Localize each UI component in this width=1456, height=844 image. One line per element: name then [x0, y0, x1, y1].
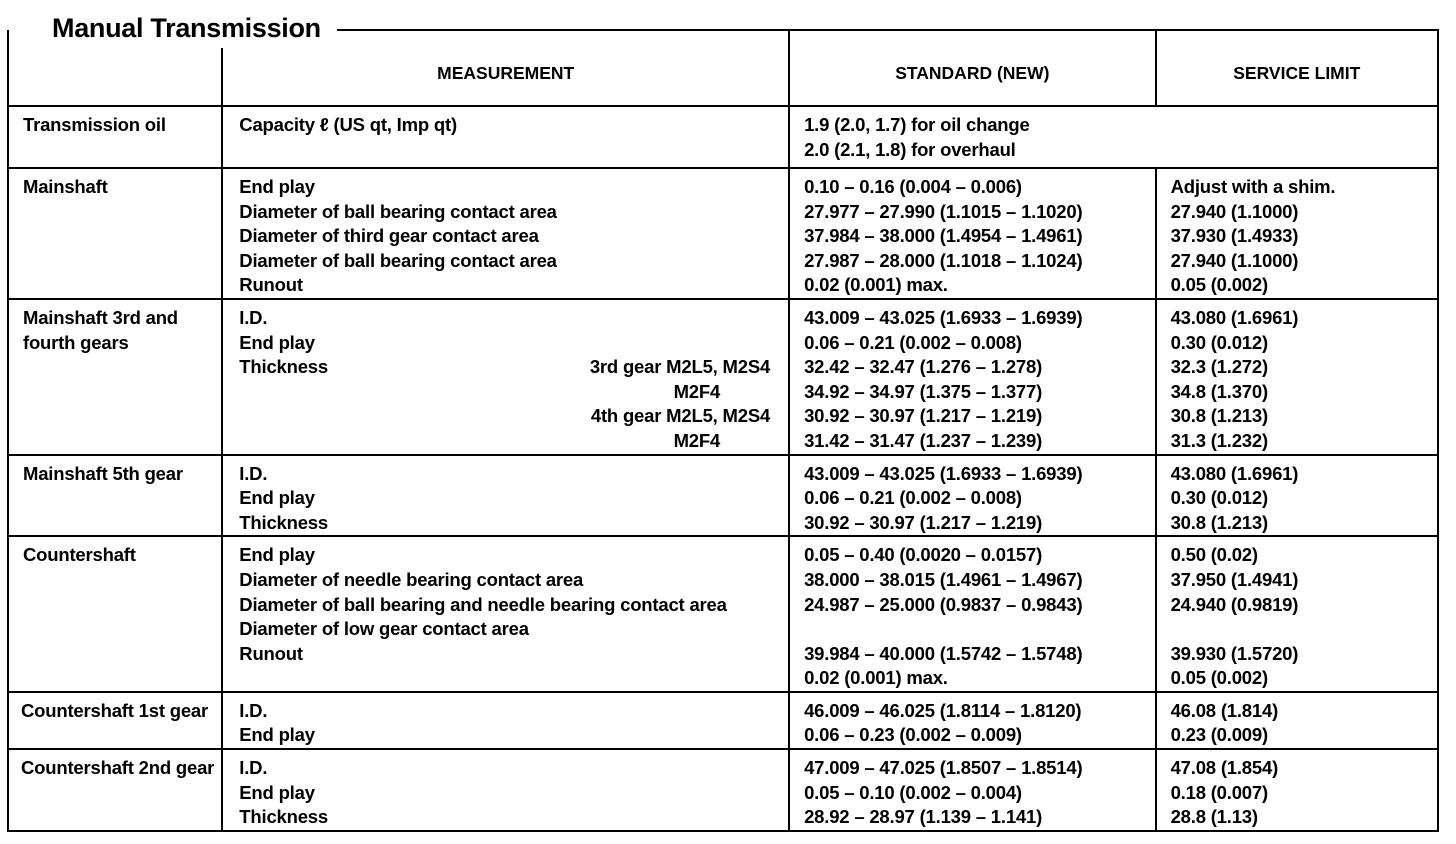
standard-cell — [789, 536, 1156, 692]
component-cell — [8, 299, 222, 455]
service-limit-cell — [1156, 299, 1438, 455]
standard-line: 28.92 – 28.97 (1.139 – 1.141) — [804, 806, 1043, 828]
limit-line: 28.8 (1.13) — [1170, 806, 1258, 828]
standard-cell — [789, 106, 1438, 168]
standard-line: 31.42 – 31.47 (1.237 – 1.239) — [804, 429, 1043, 451]
standard-line: 27.977 – 27.990 (1.1015 – 1.1020) — [804, 200, 1083, 222]
limit-line: 0.05 (0.002) — [1170, 274, 1268, 296]
limit-line: 30.8 (1.213) — [1170, 405, 1268, 427]
standard-line: 39.984 – 40.000 (1.5742 – 1.5748) — [804, 642, 1083, 664]
standard-line: 0.05 – 0.10 (0.002 – 0.004) — [804, 781, 1022, 803]
gear-variant: 3rd gear M2L5, M2S4 — [589, 356, 771, 378]
standard-line: 0.06 – 0.23 (0.002 – 0.009) — [804, 724, 1022, 746]
standard-line: 0.02 (0.001) max. — [804, 667, 948, 689]
limit-line: 0.05 (0.002) — [1170, 667, 1268, 689]
measurement-line: Diameter of ball bearing contact area — [239, 200, 557, 222]
standard-line: 1.9 (2.0, 1.7) for oil change — [804, 114, 1030, 135]
section-title-text: Manual Transmission — [52, 13, 321, 43]
component-cell — [8, 168, 222, 299]
standard-line: 27.987 – 28.000 (1.1018 – 1.1024) — [804, 249, 1083, 271]
standard-line: 0.05 – 0.40 (0.0020 – 0.0157) — [804, 544, 1043, 566]
limit-line: 27.940 (1.1000) — [1170, 200, 1299, 222]
limit-line: 27.940 (1.1000) — [1170, 249, 1299, 271]
header-measurement: MEASUREMENT — [222, 30, 789, 106]
limit-line: 39.930 (1.5720) — [1170, 642, 1299, 664]
standard-line: 0.10 – 0.16 (0.004 – 0.006) — [804, 176, 1022, 197]
standard-line: 43.009 – 43.025 (1.6933 – 1.6939) — [804, 306, 1083, 328]
standard-cell — [789, 749, 1156, 831]
component-label: Countershaft 1st gear — [21, 699, 209, 721]
service-limit-cell — [1156, 749, 1438, 831]
table-row — [8, 168, 1438, 299]
standard-line: 30.92 – 30.97 (1.217 – 1.219) — [804, 405, 1043, 427]
header-standard: STANDARD (NEW) — [789, 30, 1156, 106]
thickness-line — [239, 355, 782, 380]
gear-variant: 4th gear M2L5, M2S4 — [590, 405, 771, 427]
standard-cell — [789, 299, 1156, 455]
measurement-line: Thickness — [239, 806, 328, 828]
limit-line: 43.080 (1.6961) — [1170, 306, 1299, 328]
limit-line: 32.3 (1.272) — [1170, 356, 1268, 378]
component-label: Countershaft — [23, 544, 136, 566]
standard-line: 43.009 – 43.025 (1.6933 – 1.6939) — [804, 462, 1083, 484]
table-row — [8, 299, 1438, 455]
header-service-limit: SERVICE LIMIT — [1156, 30, 1438, 106]
measurement-line: Thickness — [239, 356, 328, 378]
limit-line: 31.3 (1.232) — [1170, 429, 1268, 451]
component-label: Countershaft 2nd gear — [21, 757, 215, 779]
measurement-line: I.D. — [239, 757, 268, 779]
component-cell — [8, 692, 222, 749]
limit-line: 0.30 (0.012) — [1170, 487, 1268, 509]
measurement-line: Diameter of ball bearing and needle bearing contact area — [239, 593, 727, 615]
limit-line: 0.18 (0.007) — [1170, 781, 1268, 803]
service-limit-cell — [1156, 692, 1438, 749]
component-label: Mainshaft 3rd and fourth gears — [23, 306, 178, 353]
component-label: Mainshaft — [23, 176, 108, 197]
measurement-line: Diameter of needle bearing contact area — [239, 568, 584, 590]
standard-line: 32.42 – 32.47 (1.276 – 1.278) — [804, 356, 1043, 378]
thickness-line — [239, 380, 782, 405]
limit-line: 24.940 (0.9819) — [1170, 593, 1299, 615]
limit-line: 30.8 (1.213) — [1170, 511, 1268, 533]
standard-line: 38.000 – 38.015 (1.4961 – 1.4967) — [804, 568, 1083, 590]
measurement-line: I.D. — [239, 462, 268, 484]
service-limit-cell — [1156, 168, 1438, 299]
limit-line: 37.950 (1.4941) — [1170, 568, 1299, 590]
measurement-cell — [222, 749, 789, 831]
measurement-line: Diameter of ball bearing contact area — [239, 249, 557, 271]
standard-line: 0.02 (0.001) max. — [804, 274, 948, 296]
measurement-line: End play — [239, 487, 315, 509]
thickness-line — [239, 429, 782, 454]
gear-variant: M2F4 — [673, 380, 721, 402]
section-title — [38, 8, 337, 48]
limit-line: 34.8 (1.370) — [1170, 380, 1268, 402]
limit-line: Adjust with a shim. — [1170, 176, 1336, 197]
component-cell — [8, 106, 222, 168]
component-label: Transmission oil — [23, 114, 166, 135]
standard-line: 46.009 – 46.025 (1.8114 – 1.8120) — [804, 699, 1082, 721]
component-label: Mainshaft 5th gear — [23, 462, 183, 484]
component-cell — [8, 455, 222, 537]
measurement-line: End play — [239, 176, 315, 197]
limit-line: 43.080 (1.6961) — [1170, 462, 1299, 484]
limit-line: 47.08 (1.854) — [1170, 757, 1279, 779]
measurement-line: I.D. — [239, 699, 268, 721]
service-limit-cell — [1156, 455, 1438, 537]
measurement-cell — [222, 692, 789, 749]
standard-line: 0.06 – 0.21 (0.002 – 0.008) — [804, 331, 1022, 353]
table-row — [8, 749, 1438, 831]
standard-cell — [789, 692, 1156, 749]
measurement-cell — [222, 299, 789, 455]
limit-line: 0.30 (0.012) — [1170, 331, 1268, 353]
limit-line: 46.08 (1.814) — [1170, 699, 1279, 721]
component-cell — [8, 749, 222, 831]
limit-line: 0.50 (0.02) — [1170, 544, 1258, 566]
standard-line: 30.92 – 30.97 (1.217 – 1.219) — [804, 511, 1043, 533]
limit-line: 37.930 (1.4933) — [1170, 225, 1299, 247]
gear-variant: M2F4 — [673, 429, 721, 451]
measurement-line: End play — [239, 544, 315, 566]
table-row — [8, 536, 1438, 692]
measurement-line: Runout — [239, 274, 303, 296]
standard-cell — [789, 168, 1156, 299]
measurement-line: Thickness — [239, 511, 328, 533]
limit-line: 0.23 (0.009) — [1170, 724, 1268, 746]
measurement-line: Capacity ℓ (US qt, Imp qt) — [239, 114, 457, 135]
component-cell — [8, 536, 222, 692]
service-limit-cell — [1156, 536, 1438, 692]
measurement-cell — [222, 455, 789, 537]
table-row — [8, 106, 1438, 168]
measurement-line: End play — [239, 724, 315, 746]
standard-cell — [789, 455, 1156, 537]
standard-line: 37.984 – 38.000 (1.4954 – 1.4961) — [804, 225, 1083, 247]
standard-line: 24.987 – 25.000 (0.9837 – 0.9843) — [804, 593, 1083, 615]
standard-line: 0.06 – 0.21 (0.002 – 0.008) — [804, 487, 1022, 509]
measurement-line: End play — [239, 331, 315, 353]
measurement-cell — [222, 168, 789, 299]
standard-line: 2.0 (2.1, 1.8) for overhaul — [804, 138, 1016, 160]
standard-line: 34.92 – 34.97 (1.375 – 1.377) — [804, 380, 1043, 402]
measurement-cell — [222, 536, 789, 692]
measurement-line: Runout — [239, 642, 303, 664]
measurement-line: End play — [239, 781, 315, 803]
measurement-line: Diameter of third gear contact area — [239, 225, 539, 247]
standard-line: 47.009 – 47.025 (1.8507 – 1.8514) — [804, 757, 1083, 779]
measurement-cell — [222, 106, 789, 168]
thickness-line — [239, 404, 782, 429]
measurement-line: I.D. — [239, 306, 268, 328]
table-row — [8, 455, 1438, 537]
table-row — [8, 692, 1438, 749]
specs-table — [7, 29, 1439, 832]
measurement-line: Diameter of low gear contact area — [239, 618, 529, 640]
